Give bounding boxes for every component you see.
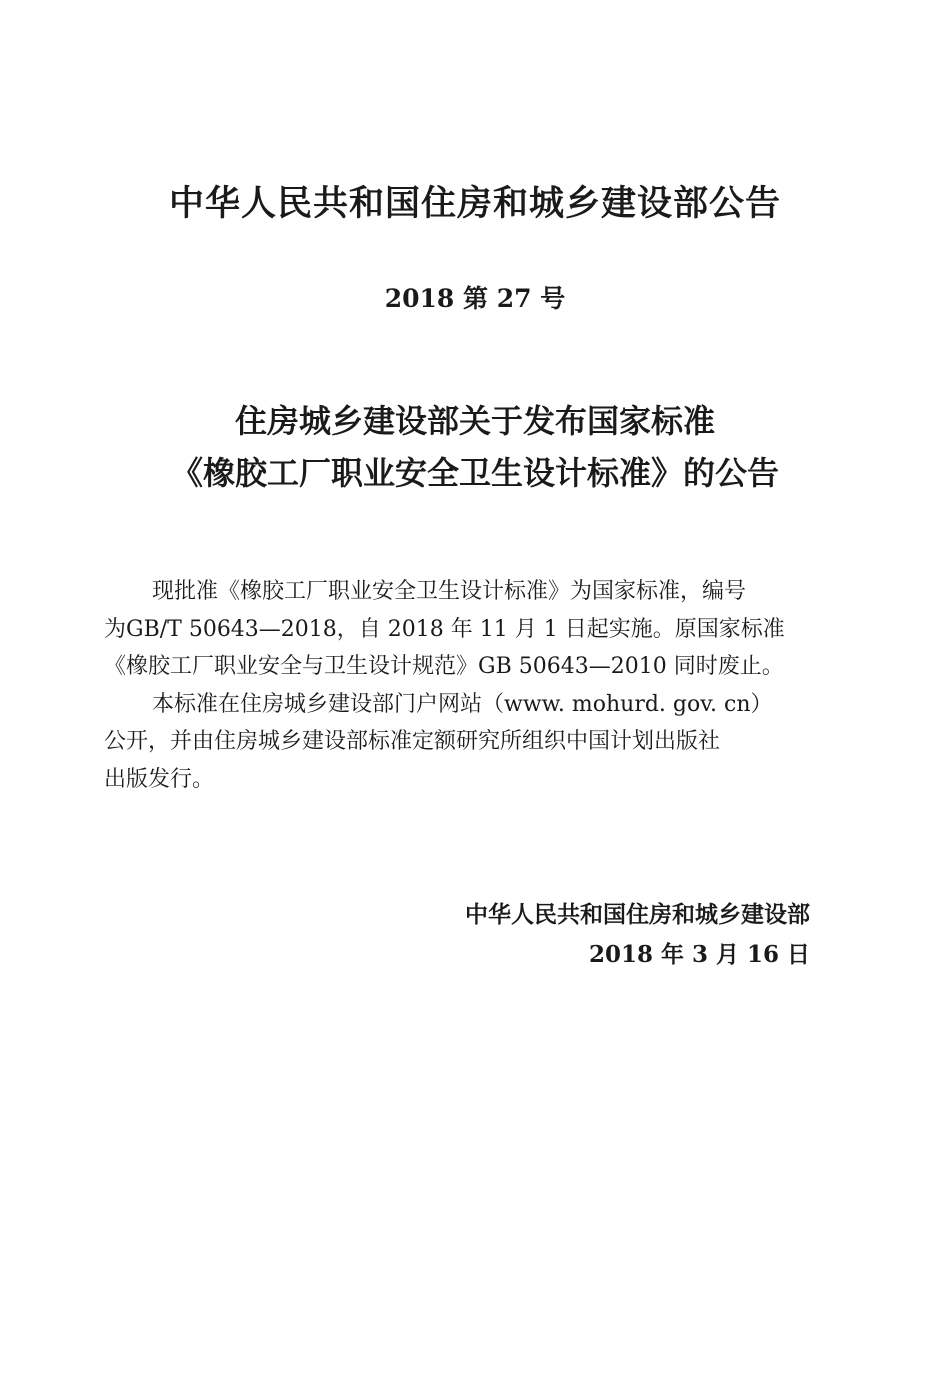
notice-title-line-1: 住房城乡建设部关于发布国家标准 <box>234 402 715 440</box>
signature-date: 2018 年 3 月 16 日 <box>588 941 810 968</box>
issuer-title: 中华人民共和国住房和城乡建设部公告 <box>168 184 781 224</box>
body-line: 公开，并由住房城乡建设部标准定额研究所组织中国计划出版社 <box>104 729 721 754</box>
body-line: 本标准在住房城乡建设部门户网站（www. mohurd. gov. cn） <box>152 691 773 717</box>
body-line: 《橡胶工厂职业安全与卫生设计规范》GB 50643—2010 同时废止。 <box>104 654 784 679</box>
paragraph-publication <box>104 686 864 799</box>
document-number: 2018 第 27 号 <box>384 284 566 313</box>
body-line: 出版发行。 <box>104 766 215 792</box>
notice-body <box>104 573 864 798</box>
notice-title-line-2: 《橡胶工厂职业安全卫生设计标准》的公告 <box>170 454 779 492</box>
signature-block <box>400 895 810 975</box>
signature-issuer: 中华人民共和国住房和城乡建设部 <box>465 902 810 928</box>
body-line: 为GB/T 50643—2018，自 2018 年 11 月 1 日起实施。原国家标准 <box>104 616 785 642</box>
notice-title <box>0 395 950 499</box>
body-line: 现批准《橡胶工厂职业安全卫生设计标准》为国家标准，编号 <box>152 579 747 604</box>
paragraph-approval <box>104 573 864 686</box>
